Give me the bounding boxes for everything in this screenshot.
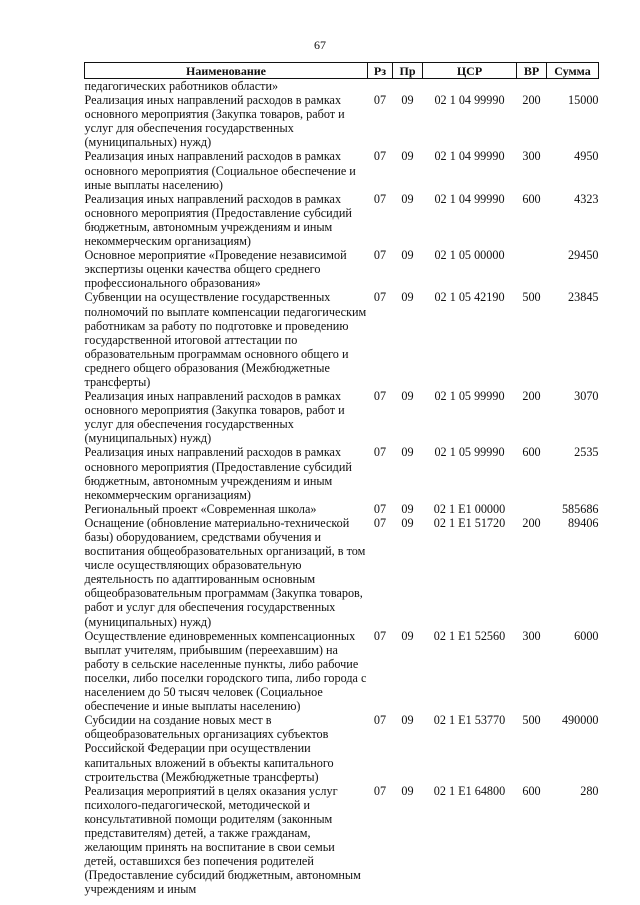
cell-pr: 09 [401, 290, 414, 305]
cell-csr [423, 79, 517, 94]
table-row [85, 713, 599, 783]
table-row [85, 445, 599, 501]
table-row [85, 516, 599, 629]
budget-table [84, 62, 599, 896]
table-row [85, 629, 599, 714]
cell-csr: 02 1 04 99990 [434, 191, 505, 206]
cell-rz: 07 [373, 290, 387, 305]
cell-pr: 09 [401, 389, 414, 404]
cell-pr: 09 [401, 713, 414, 728]
cell-vr: 200 [522, 93, 541, 108]
cell-sum: 4950 [574, 149, 599, 164]
cell-vr: 300 [522, 149, 541, 164]
table-body [85, 79, 599, 897]
table-header [85, 63, 599, 79]
cell-pr: 09 [401, 248, 414, 263]
cell-name: Реализация иных направлений расходов в рамках основного мероприятия (Предоставление субсидий бюджетным, автономным учреждениям и иным некоммерческим организациям) [84, 445, 352, 502]
header-rz: Рз [368, 63, 393, 79]
cell-rz: 07 [373, 389, 387, 404]
cell-name: Основное мероприятие «Проведение независимой экспертизы оценки качества общего среднего профессионального образования» [84, 248, 347, 291]
cell-csr: 02 1 05 00000 [434, 248, 505, 263]
cell-sum: 3070 [574, 389, 599, 404]
table-row [85, 79, 599, 94]
cell-rz: 07 [373, 501, 387, 516]
cell-name: Реализация иных направлений расходов в рамках основного мероприятия (Предоставление субсидий бюджетным, автономным учреждениям и иным некоммерческим организациям) [84, 191, 352, 249]
header-sum: Сумма [547, 63, 599, 79]
cell-rz: 07 [373, 628, 387, 643]
cell-csr: 02 1 E1 00000 [433, 501, 506, 516]
cell-sum [547, 79, 599, 94]
header-name: Наименование [85, 63, 368, 79]
cell-vr: 600 [522, 445, 541, 460]
cell-vr [517, 502, 547, 516]
cell-name: Реализация мероприятий в целях оказания услуг психолого-педагогической, методической и консультативной помощи родителям (законным представителям) детей, а также гражданам, желающим принять на воспитание в свои семьи детей, оставшихся без попечения родителей (Предоставление субсидий бюджетным, автономным учреждениям и иным [84, 783, 361, 897]
header-pr: Пр [393, 63, 423, 79]
cell-pr: 09 [401, 628, 414, 643]
cell-csr: 02 1 05 99990 [434, 389, 505, 404]
cell-rz: 07 [373, 93, 387, 108]
cell-pr: 09 [401, 149, 414, 164]
cell-csr: 02 1 05 99990 [434, 445, 505, 460]
cell-vr: 200 [522, 389, 541, 404]
cell-sum: 280 [580, 783, 599, 798]
table-row [85, 502, 599, 516]
budget-table-container [84, 62, 598, 896]
cell-rz: 07 [373, 445, 387, 460]
cell-name: Осуществление единовременных компенсационных выплат учителям, прибывшим (переехавшим) на работу в сельские населенные пункты, либо рабочие поселки, либо поселки городского типа, либо города с населением до 50 тысяч человек (Социальное обеспечение и иные выплаты населению) [84, 628, 367, 714]
cell-name: Оснащение (обновление материально-технической базы) оборудованием, средствами обучения и воспитания общеобразовательных организаций, в том числе осуществляющих образовательную деятельность по адаптированным основным общеобразовательным программам (Закупка товаров, работ и услуг для обеспечения государственных (муниципальных) нужд) [84, 515, 366, 629]
cell-csr: 02 1 E1 64800 [433, 783, 506, 798]
cell-rz: 07 [373, 191, 387, 206]
cell-vr: 600 [522, 783, 541, 798]
cell-sum: 15000 [568, 93, 599, 108]
table-row [85, 389, 599, 445]
cell-pr [393, 79, 423, 94]
table-row [85, 290, 599, 389]
cell-csr: 02 1 E1 53770 [433, 713, 506, 728]
cell-sum: 490000 [561, 713, 599, 728]
cell-pr: 09 [401, 445, 414, 460]
cell-sum: 29450 [568, 248, 599, 263]
cell-csr: 02 1 05 42190 [434, 290, 505, 305]
cell-sum: 89406 [568, 515, 599, 530]
cell-sum: 23845 [568, 290, 599, 305]
cell-name: Субсидии на создание новых мест в общеобразовательных организациях субъектов Российской Федерации при осуществлении капитальных вложений в объекты капитального строительства (Межбюджетные трансферты) [84, 713, 334, 784]
cell-pr: 09 [401, 93, 414, 108]
cell-csr: 02 1 04 99990 [434, 93, 505, 108]
table-row [85, 248, 599, 290]
cell-vr: 500 [522, 290, 541, 305]
header-csr: ЦСР [423, 63, 517, 79]
cell-rz: 07 [373, 149, 387, 164]
cell-pr: 09 [401, 501, 414, 516]
cell-csr: 02 1 E1 52560 [433, 628, 506, 643]
cell-sum: 2535 [574, 445, 599, 460]
header-vr: ВР [517, 63, 547, 79]
cell-rz: 07 [373, 783, 387, 798]
cell-rz [368, 79, 393, 94]
cell-vr: 600 [522, 191, 541, 206]
cell-pr: 09 [401, 515, 414, 530]
cell-sum: 585686 [561, 501, 599, 516]
cell-name: Реализация иных направлений расходов в рамках основного мероприятия (Закупка товаров, работ и услуг для обеспечения государственных (муниципальных) нужд) [84, 389, 345, 446]
cell-vr [517, 248, 547, 290]
table-row [85, 784, 599, 897]
cell-name: Субвенции на осуществление государственных полномочий по выплате компенсации педагогическим работникам за работу по подготовке и проведению государственной итоговой аттестации по образовательным программам основного общего и среднего общего образования (Межбюджетные трансферты) [84, 290, 367, 389]
cell-name: Реализация иных направлений расходов в рамках основного мероприятия (Закупка товаров, работ и услуг для обеспечения государственных (муниципальных) нужд) [84, 93, 345, 150]
cell-sum: 4323 [574, 191, 599, 206]
cell-pr: 09 [401, 783, 414, 798]
cell-vr: 300 [522, 628, 541, 643]
cell-name: Реализация иных направлений расходов в рамках основного мероприятия (Социальное обеспечение и иные выплаты населению) [84, 149, 356, 192]
page-number: 67 [314, 38, 326, 52]
cell-vr: 200 [522, 515, 541, 530]
header-row [85, 63, 599, 79]
cell-rz: 07 [373, 248, 387, 263]
table-row [85, 192, 599, 248]
table-row [85, 149, 599, 191]
cell-csr: 02 1 04 99990 [434, 149, 505, 164]
cell-name: педагогических работников области» [84, 79, 279, 93]
table-row [85, 93, 599, 149]
cell-vr [517, 79, 547, 94]
cell-sum: 6000 [574, 628, 599, 643]
cell-rz: 07 [373, 515, 387, 530]
cell-rz: 07 [373, 713, 387, 728]
cell-name: Региональный проект «Современная школа» [84, 501, 317, 516]
cell-csr: 02 1 E1 51720 [433, 515, 506, 530]
cell-vr: 500 [522, 713, 541, 728]
cell-pr: 09 [401, 191, 414, 206]
